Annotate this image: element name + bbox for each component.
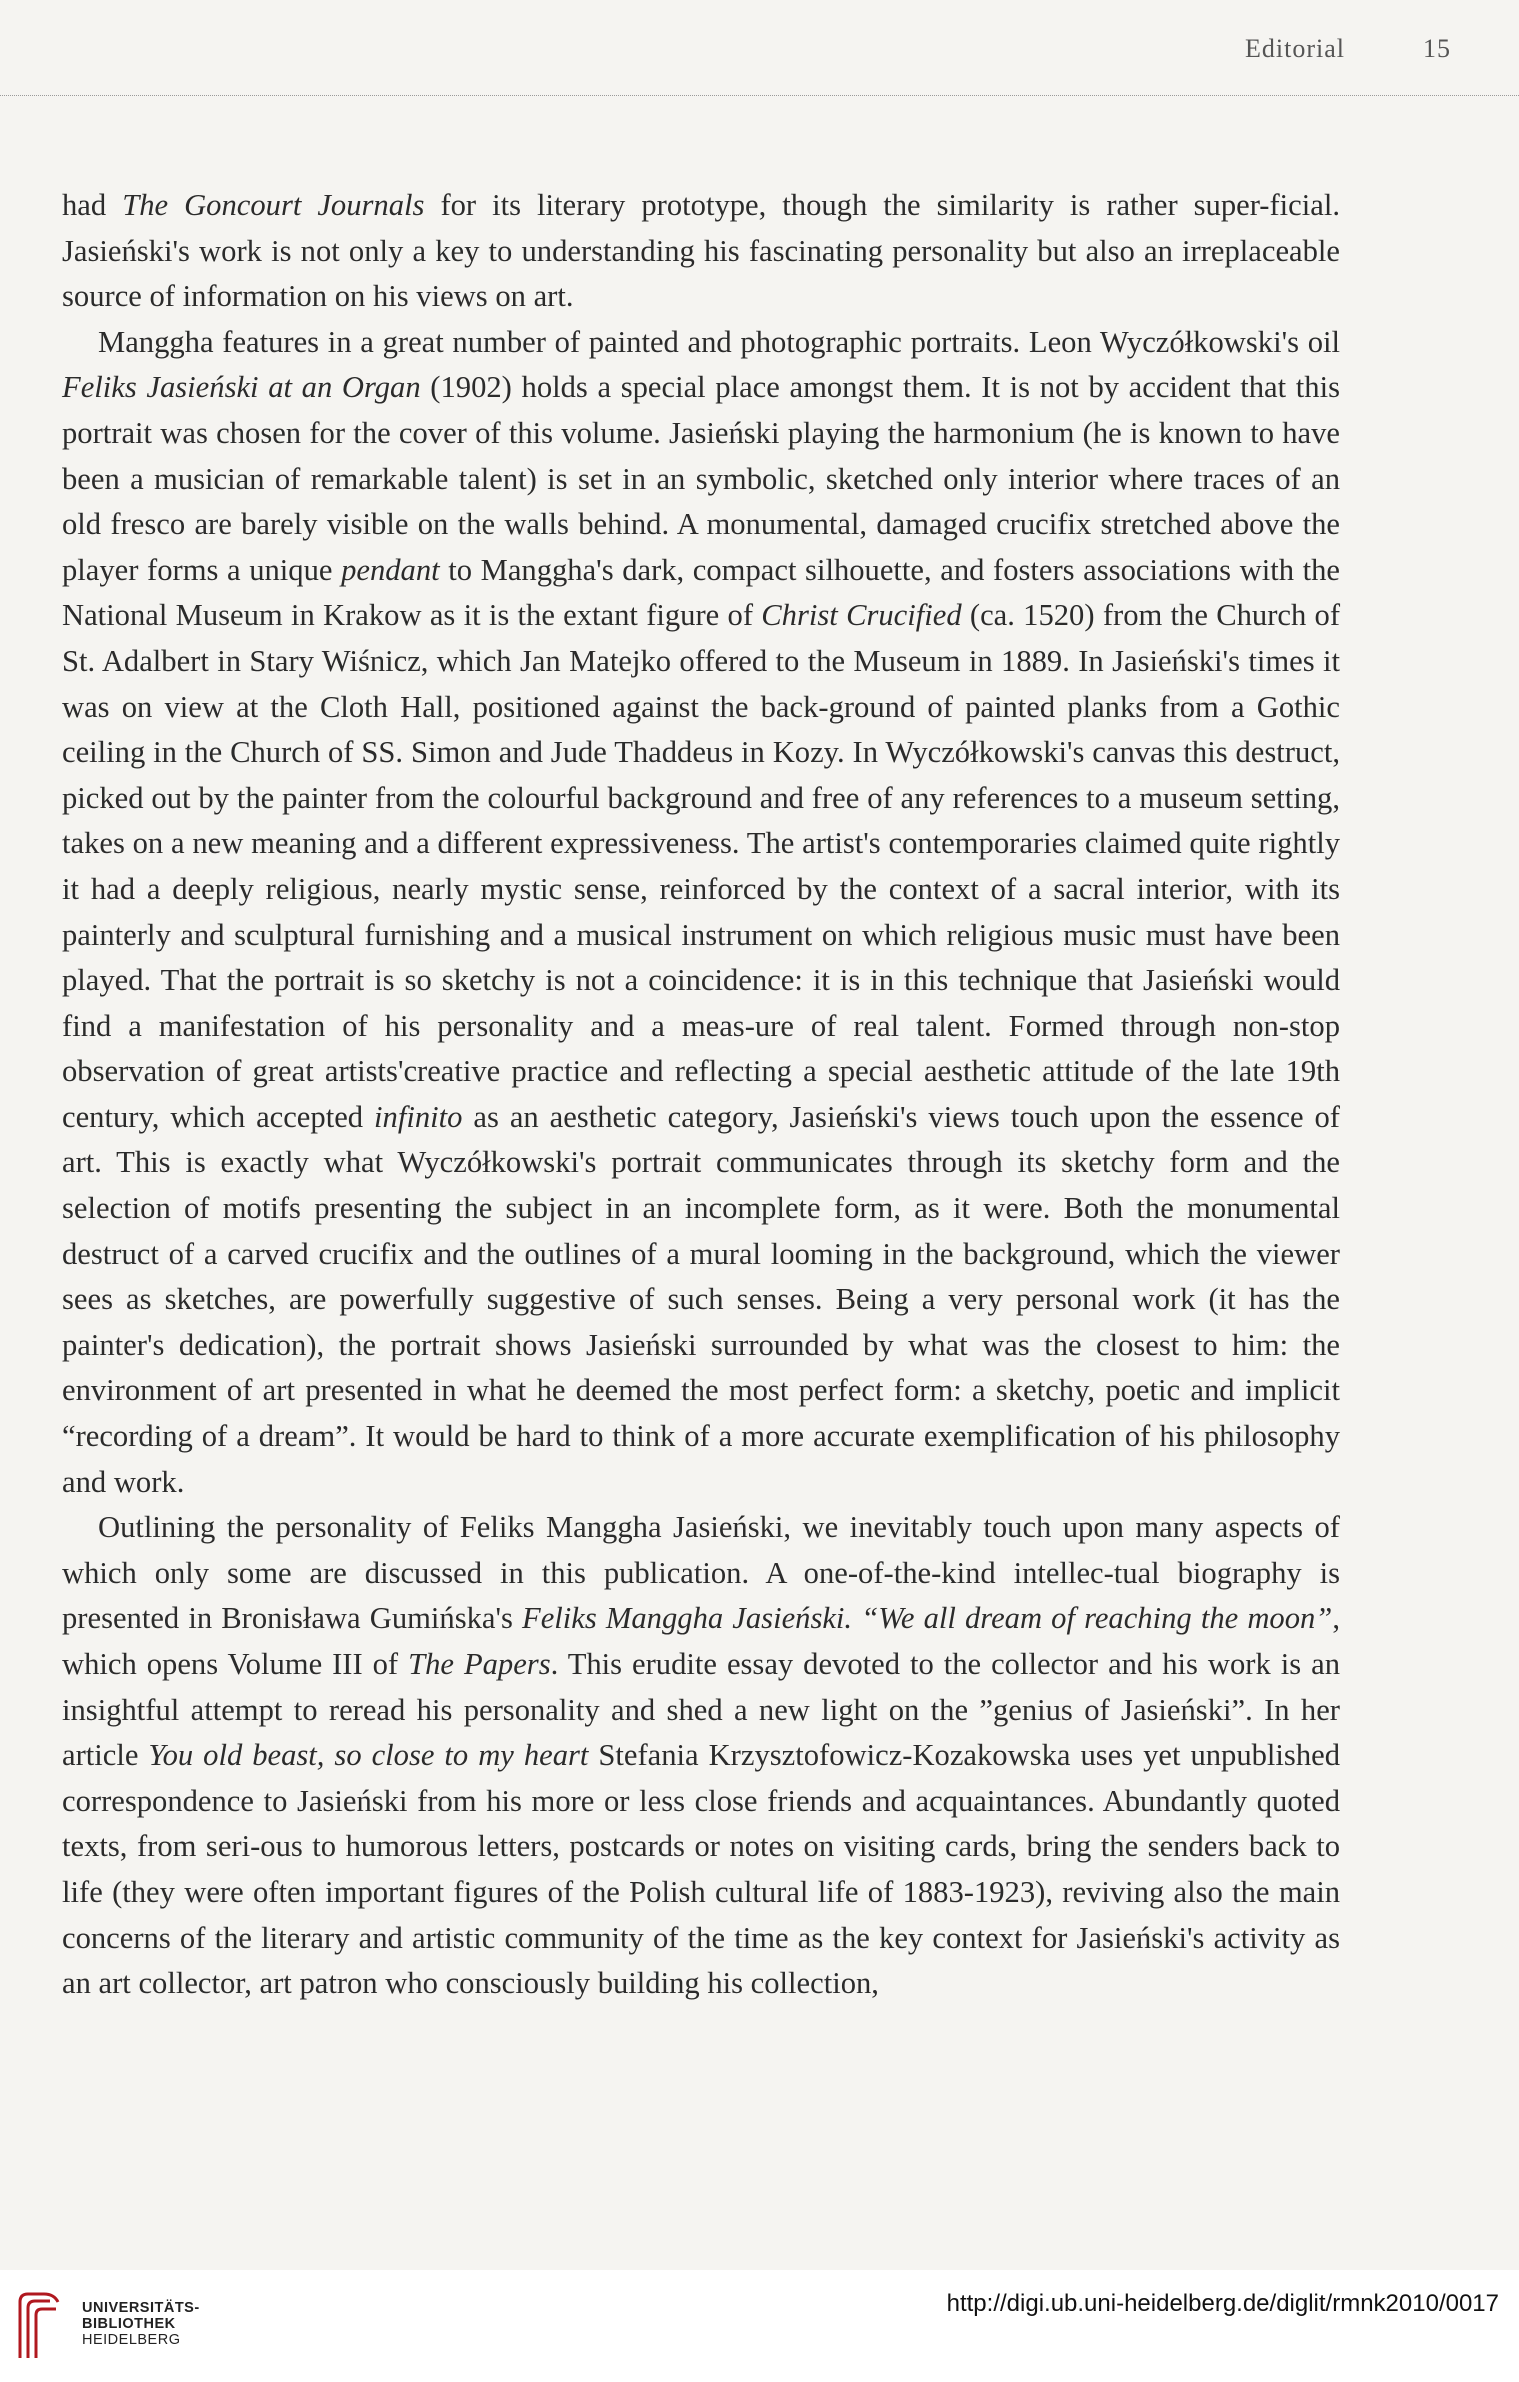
text-run: (ca. 1520) from the Church of St. Adalbert in Stary Wiśnicz, which Jan Matejko offered to the Museum in 1889. In Jasieński's times it was on view at the Cloth Hall, positioned against the back-ground of painted planks from a Gothic ceiling in the Church of SS. Simon and Jude Thaddeus in Kozy. In Wyczółkowski's canvas this destruct, picked out by the painter from the colourful background and free of any references to a museum setting, takes on a new meaning and a different expressiveness. The artist's contemporaries claimed quite rightly it had a deeply religious, nearly mystic sense, reinforced by the context of a sacral interior, with its painterly and sculptural furnishing and a musical instrument on which religious music must have been played. That the portrait is so sketchy is not a coincidence: it is in this technique that Jasieński would find a manifestation of his personality and a meas-ure of real talent. Formed through non-stop observation of great artists'creative practice and reflecting a special aesthetic attitude of the late 19th century, which accepted [62,598,1341,1134]
italic-title: The Goncourt Journals [122,188,425,222]
library-logo[interactable] [14,2288,200,2360]
text-run: Outlining the personality of Feliks Manggha Jasieński, we inevitably touch upon many aspects of which only some are discussed in this publication. A one-of-the-kind intellec-tual biography is presented in Bronisława Gumińska's [62,1510,1340,1636]
logo-line-3: HEIDELBERG [82,2332,181,2348]
text-run: , which opens Volume III of [62,1601,1340,1681]
text-run: Stefania Krzysztofowicz-Kozakowska uses yet unpublished correspondence to Jasieński from his more or less close friends and acquaintances. Abundantly quoted texts, from seri-ous to humorous letters, postcards or notes on visiting cards, bring the senders back to life (they were often important figures of the Polish cultural life of 1883-1923), reviving also the main concerns of the literary and artistic community of the time as the key context for Jasieński's activity as an art collector, art patron who consciously building his collection, [62,1738,1341,2001]
italic-title: The Papers [408,1647,551,1681]
text-run: for its literary prototype, though the similarity is rather super-ficial. Jasieński's work is not only a key to understanding his fascinating personality but also an irreplaceable source of information on his views on art. [62,188,1340,314]
section-title: Editorial [1245,34,1345,63]
text-run: . This erudite essay devoted to the collector and his work is an insightful attempt to reread his personality and shed a new light on the ”genius of Jasieński”. In her article [62,1647,1340,1773]
logo-line-2: BIBLIOTHEK [82,2316,176,2332]
text-run: to Manggha's dark, compact silhouette, and fosters associations with the National Museum in Krakow as it is the extant figure of [62,552,1340,633]
paragraph [62,320,1340,1505]
paragraph [62,1505,1340,2007]
logo-line-1: UNIVERSITÄTS- [82,2300,200,2316]
library-logo-icon [14,2288,72,2360]
paragraph [62,183,1340,320]
running-head [1245,34,1451,64]
source-url-link[interactable]: http://digi.ub.uni-heidelberg.de/diglit/rmnk2010/0017 [946,2290,1499,2317]
text-run: as an aesthetic category, Jasieński's views touch upon the essence of art. This is exactly what Wyczółkowski's portrait communicates through its sketchy form and the selection of motifs presenting the subject in an incomplete form, as it were. Both the monumental destruct of a carved crucifix and the outlines of a mural looming in the background, which the viewer sees as sketches, are powerfully suggestive of such senses. Being a very personal work (it has the painter's dedication), the portrait shows Jasieński surrounded by what was the closest to him: the environment of art presented in what he deemed the most perfect form: a sketchy, poetic and implicit “recording of a dream”. It would be hard to think of a more accurate exemplification of his philosophy and work. [62,1099,1340,1499]
italic-title: Feliks Jasieński at an Organ [62,370,421,405]
italic-title: Feliks Manggha Jasieński. “We all dream of reaching the moon” [522,1601,1333,1636]
italic-title: You old beast, so close to my heart [148,1738,589,1773]
italic-title: infinito [374,1099,463,1134]
italic-title: pendant [341,552,440,587]
body-text [62,183,1340,2007]
viewer-footer [0,2270,1519,2382]
page-number: 15 [1423,34,1451,63]
header-divider [0,95,1519,96]
text-run: had [62,188,123,222]
text-run: Manggha features in a great number of painted and photographic portraits. Leon Wyczółkowski's oil [98,324,1340,359]
text-run: (1902) holds a special place amongst them. It is not by accident that this portrait was chosen for the cover of this volume. Jasieński playing the harmonium (he is known to have been a musician of remarkable talent) is set in an symbolic, sketched only interior where traces of an old fresco are barely visible on the walls behind. A monumental, damaged crucifix stretched above the player forms a unique [62,370,1340,587]
italic-title: Christ Crucified [761,598,962,633]
